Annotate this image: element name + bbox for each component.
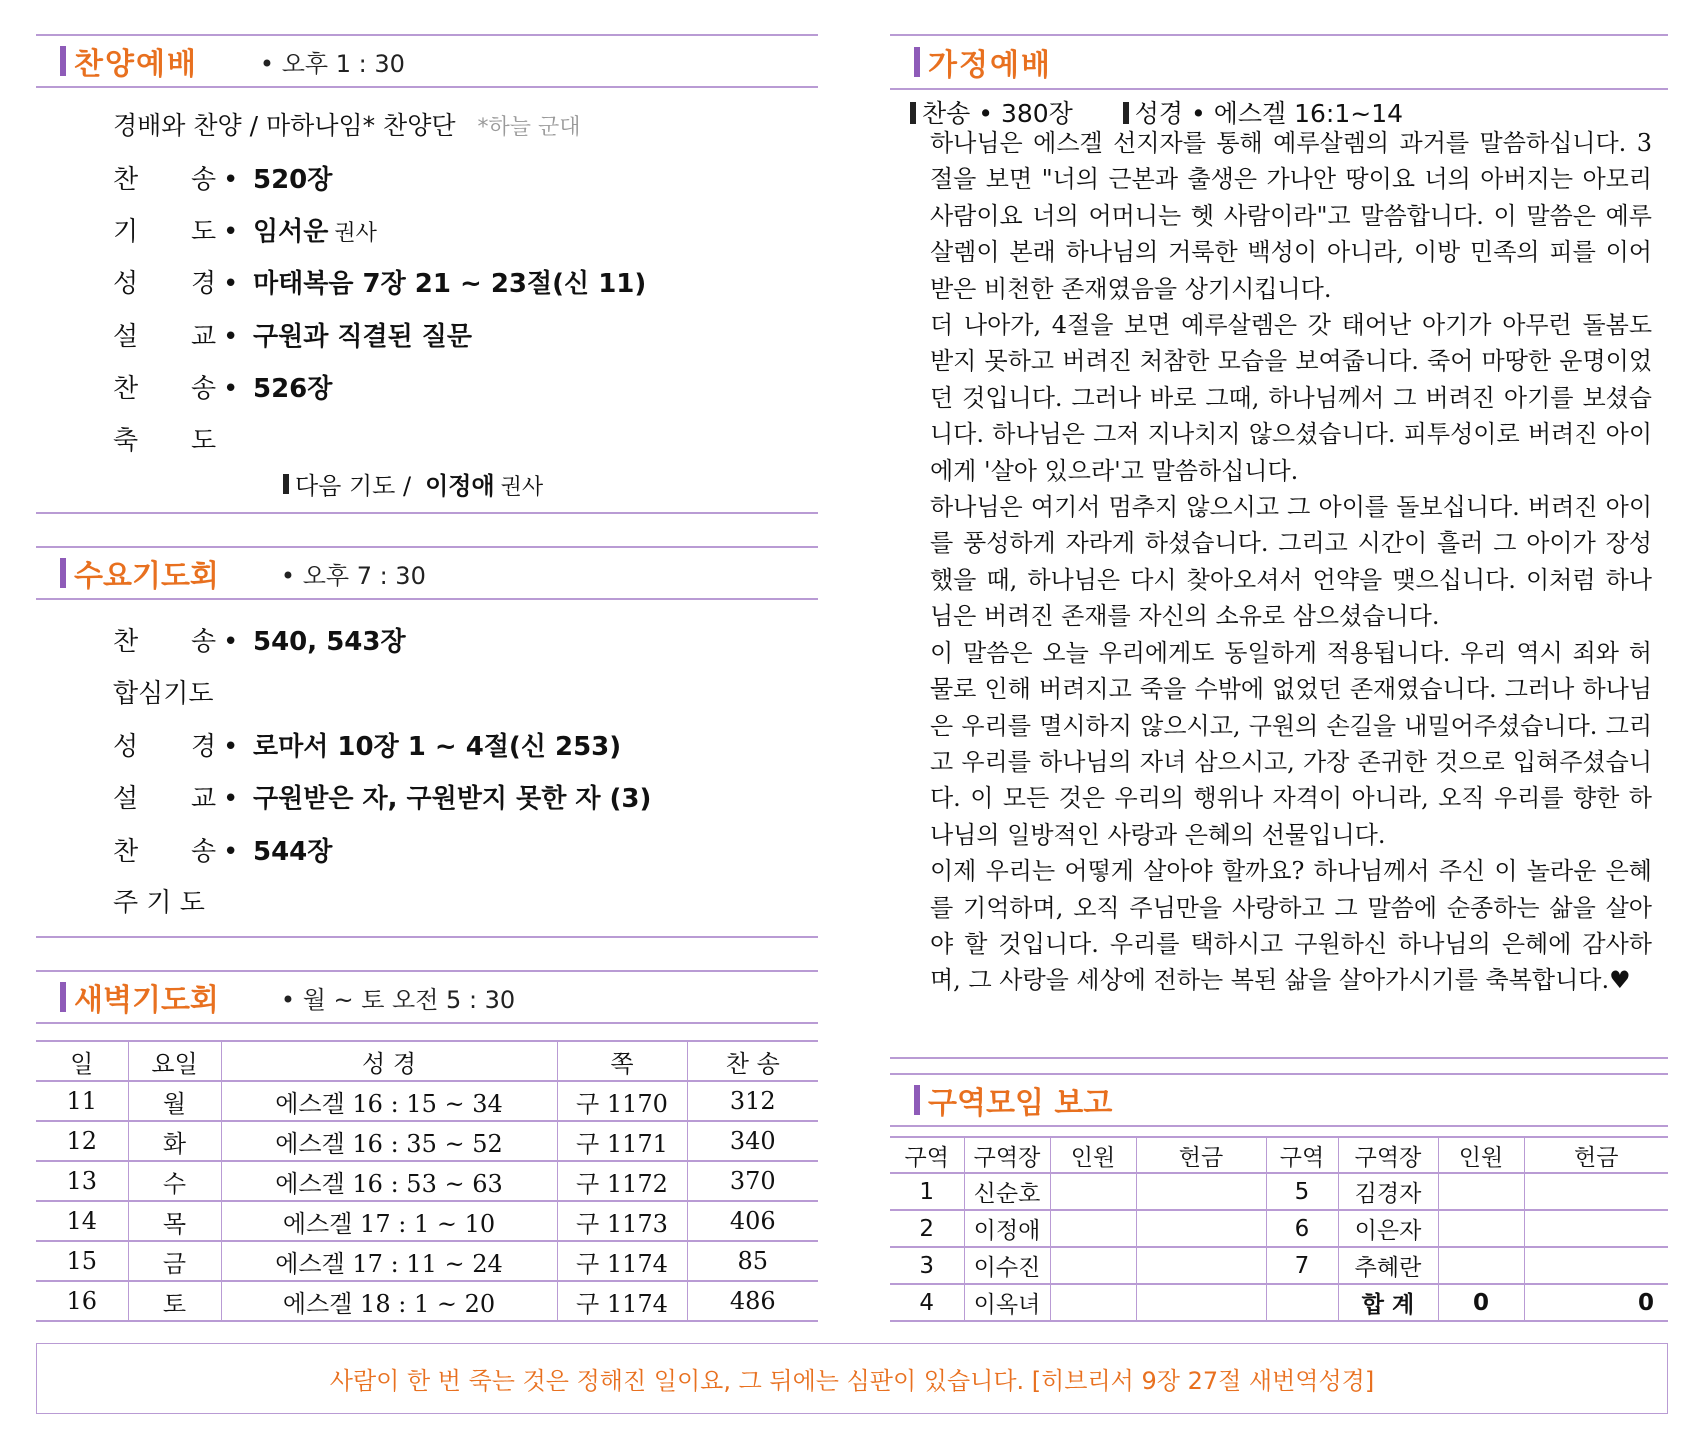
divider xyxy=(36,512,818,514)
intro-note: *하늘 군대 xyxy=(477,115,581,140)
table-header-row: 일 요일 성 경 쪽 찬 송 xyxy=(36,1041,818,1081)
section-title: 가정예배 xyxy=(928,48,1052,83)
scripture-marker xyxy=(1123,102,1129,124)
sermon-paragraph: 이제 우리는 어떻게 살아야 할까요? 하나님께서 주신 이 놀라운 은혜를 기억하며, 오직 주님만을 사랑하고 그 말씀에 순종하는 삶을 살아야 할 것입니다. 우리를 택하시고 구원하신 하나님의 은혜에 감사하며, 그 사랑을 세상에 전하는 복된 삶을 살아가시기를 축복합니다.♥ xyxy=(930,857,1652,995)
order-item: 설 교 • 구원과 직결된 질문 xyxy=(113,322,473,352)
order-item: 기 도 • 임서운 권사 xyxy=(113,217,377,247)
praise-worship-order xyxy=(113,100,813,500)
order-item: 성 경 • 마태복음 7장 21 ~ 23절(신 11) xyxy=(113,269,647,299)
order-item: 찬 송 • 540, 543장 xyxy=(113,627,406,657)
section-marker xyxy=(914,1085,920,1115)
table-row: 2 이정애 6 이은자 xyxy=(890,1210,1668,1247)
section-title: 구역모임 보고 xyxy=(928,1086,1113,1121)
next-prayer-marker xyxy=(283,474,289,494)
family-worship-sermon xyxy=(930,125,1652,999)
table-row: 11 월 에스겔 16 : 15 ~ 34 구 1170 312 xyxy=(36,1081,818,1121)
order-item: 설 교 • 구원받은 자, 구원받지 못한 자 (3) xyxy=(113,784,652,814)
table-row: 4 이옥녀 합 계 0 0 xyxy=(890,1284,1668,1321)
section-time: • 오후 1 : 30 xyxy=(259,49,405,78)
divider xyxy=(36,936,818,938)
section-marker xyxy=(60,558,66,588)
section-title: 찬양예배 xyxy=(74,47,198,82)
section-marker xyxy=(60,46,66,76)
order-item: 합심기도 xyxy=(113,679,214,709)
group-report-header xyxy=(890,1073,1668,1127)
section-title: 새벽기도회 xyxy=(74,983,219,1018)
order-item: 찬 송 • 544장 xyxy=(113,837,333,867)
footer-verse-box xyxy=(36,1343,1668,1414)
dawn-prayer-header xyxy=(36,970,818,1024)
praise-worship-header xyxy=(36,34,818,88)
order-item: 찬 송 • 520장 xyxy=(113,165,333,195)
table-row: 1 신순호 5 김경자 xyxy=(890,1173,1668,1210)
order-item: 찬 송 • 526장 xyxy=(113,374,333,404)
intro-text: 경배와 찬양 / 마하나임* 찬양단 xyxy=(113,111,456,140)
table-row: 16 토 에스겔 18 : 1 ~ 20 구 1174 486 xyxy=(36,1281,818,1321)
sermon-paragraph: 하나님은 여기서 멈추지 않으시고 그 아이를 돌보십니다. 버려진 아이를 풍성하게 자라게 하셨습니다. 그리고 시간이 흘러 그 아이가 장성했을 때, 하나님은 다시 찾아오셔서 언약을 맺으십니다. 이처럼 하나님은 버려진 존재를 자신의 소유로 삼으셨습니다. xyxy=(930,493,1652,631)
order-item: 성 경 • 로마서 10장 1 ~ 4절(신 253) xyxy=(113,732,622,762)
table-row: 15 금 에스겔 17 : 11 ~ 24 구 1174 85 xyxy=(36,1241,818,1281)
family-scripture: 성경 • 에스겔 16:1~14 xyxy=(1134,99,1404,128)
section-marker xyxy=(914,47,920,77)
family-hymn: 찬송 • 380장 xyxy=(922,99,1073,128)
table-row: 14 목 에스겔 17 : 1 ~ 10 구 1173 406 xyxy=(36,1201,818,1241)
wednesday-prayer-order xyxy=(113,612,813,918)
order-item: 축 도 xyxy=(113,426,217,456)
order-item: 주 기 도 xyxy=(113,888,205,918)
sermon-paragraph: 더 나아가, 4절을 보면 예루살렘은 갓 태어난 아기가 아무런 돌봄도 받지 못하고 버려진 처참한 모습을 보여줍니다. 죽어 마땅한 운명이었던 것입니다. 그러나 바로 그때, 하나님께서 그 버려진 아기를 보셨습니다. 하나님은 그저 지나치지 않으셨습니다. 피투성이로 버려진 아이에게 '살아 있으라'고 말씀하십니다. xyxy=(930,311,1652,485)
table-row: 12 화 에스겔 16 : 35 ~ 52 구 1171 340 xyxy=(36,1121,818,1161)
table-row: 13 수 에스겔 16 : 53 ~ 63 구 1172 370 xyxy=(36,1161,818,1201)
next-prayer: 다음 기도 / 이정애 권사 xyxy=(283,466,543,501)
family-worship-header xyxy=(890,34,1668,90)
section-marker xyxy=(60,982,66,1012)
total-count: 0 xyxy=(1438,1284,1524,1321)
group-report-table xyxy=(890,1136,1668,1322)
table-row: 3 이수진 7 추혜란 xyxy=(890,1247,1668,1284)
section-time: • 오후 7 : 30 xyxy=(280,561,426,590)
hymn-marker xyxy=(910,102,916,124)
section-time: • 월 ~ 토 오전 5 : 30 xyxy=(280,985,516,1014)
footer-verse: 사람이 한 번 죽는 것은 정해진 일이요, 그 뒤에는 심판이 있습니다. [히브리서 9장 27절 새번역성경] xyxy=(329,1367,1375,1395)
sermon-paragraph: 이 말씀은 오늘 우리에게도 동일하게 적용됩니다. 우리 역시 죄와 허물로 인해 버려지고 죽을 수밖에 없었던 존재였습니다. 그러나 하나님은 우리를 멸시하지 않으시고, 구원의 손길을 내밀어주셨습니다. 그리고 우리를 하나님의 자녀 삼으시고, 가장 존귀한 것으로 입혀주셨습니다. 이 모든 것은 우리의 행위나 자격이 아니라, 오직 우리를 향한 하나님의 일방적인 사랑과 은혜의 선물입니다. xyxy=(930,638,1652,849)
wednesday-prayer-header xyxy=(36,546,818,600)
total-offering: 0 xyxy=(1524,1284,1668,1321)
section-title: 수요기도회 xyxy=(74,559,219,594)
total-label: 합 계 xyxy=(1338,1284,1438,1321)
divider xyxy=(890,1057,1668,1059)
table-header-row: 구역 구역장 인원 헌금 구역 구역장 인원 헌금 xyxy=(890,1137,1668,1173)
dawn-prayer-table xyxy=(36,1040,818,1322)
sermon-paragraph: 하나님은 에스겔 선지자를 통해 예루살렘의 과거를 말씀하십니다. 3절을 보면 "너의 근본과 출생은 가나안 땅이요 너의 아버지는 아모리 사람이요 너의 어머니는 헷 사람이라"고 말씀합니다. 이 말씀은 예루살렘이 본래 하나님의 거룩한 백성이 아니라, 이방 민족의 피를 이어받은 비천한 존재였음을 상기시킵니다. xyxy=(930,129,1652,303)
